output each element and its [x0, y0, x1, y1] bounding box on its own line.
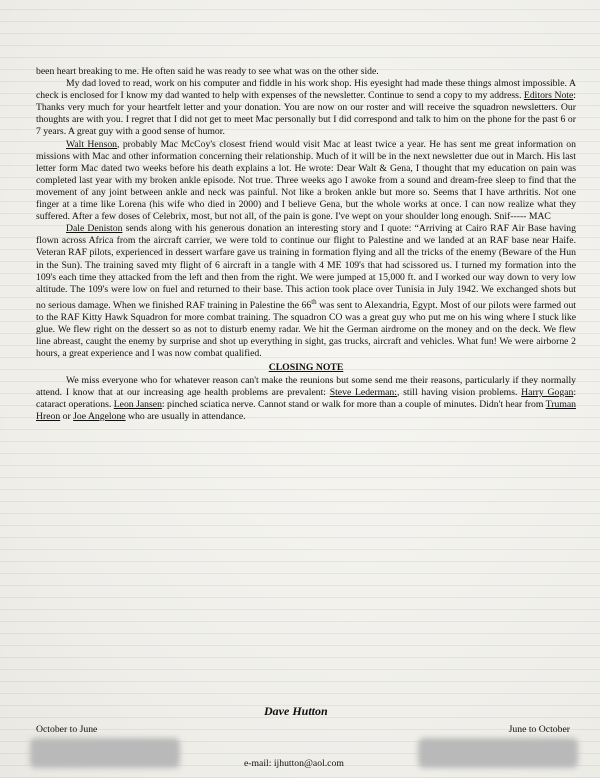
paragraph-4-text-b: was sent to Alexandria, Egypt. Most of our pilots were farmed out to the RAF Kitty Hawk Squadron for more combat training. The squadron CO was a great guy who put me on his wing where I stuck like glue. We flew right on the dessert so as not to disturb enemy radar. We hit the German airdrome on the money and on the deck. We flew line abreast, caught the enemy by surprise and shot up everything in sight, gas trucks, aircraft and vehicles. What fun! We were airborne 2 hours, a great experience and I was now combat qualified. [36, 300, 576, 360]
paragraph-3-text: , probably Mac McCoy's closest friend would visit Mac at least twice a year. He has sent me great information on missions with Mac and other information concerning their relationship. Much of it will be in the next newsletter due out in March. His last letter form Mac dated two weeks before his death explains a lot. He wrote: Dear Walt & Gena, I thought that my education on pain was completed last year with my broken ankle episode. Not true. Three weeks ago I awoke from a sound and dream-free sleep to find that the movement of any joint between ankle and neck was painful. Not like a broken ankle but more so. Seems that I have arthritis. Not one finger at a time like Lorena (his wife who died in 2000) and I believe Gena, but the whole works at once. I can now realize what they suffered. After a few doses of Celebrix, most, but not all, of the pain is gone. I've wept on your shoulder long enough. Snif----- MAC [36, 138, 576, 223]
paragraph-4-text: sends along with his generous donation an interesting story and I quote: “Arriving at Cairo RAF Air Base having flown across Africa from the aircraft carrier, we were told to continue our flight to Palestine and we landed at an RAF base near Haife. Veteran RAF pilots, experienced in dessert warfare gave us training in formation flying and all the tricks of the enemy (Beware of the Hun in the Sun). The training saved mty flight of 6 aircraft in a tangle with 4 ME 109's that had scissored us. I turned my formation into the 109's each time they attacked from the left and then from the right. We were jumped at 15,000 ft. and I worked our way down to very low altitude. The 109's were low on fuel and returned to their base. This action took place over Tunisia in July 1942. We exchanged shots but no serious damage. When we finished RAF training in Palestine the 66 [36, 223, 576, 312]
email-line: e-mail: ijhutton@aol.com [244, 758, 344, 769]
editors-note-label: Editors Note [523, 90, 574, 102]
closing-note-paragraph [36, 375, 576, 423]
redacted-right-address [418, 738, 578, 768]
walt-henson-name: Walt Henson [66, 138, 118, 150]
paragraph-2-text-b: : Thanks very much for your heartfelt letter and your donation. You are now on our roster and will receive the squadron newsletters. Our thoughts are with you. I regret that I did not get to meet Mac personally but I did correspond and talk to him on the phone for the past 6 or 7 years. A great guy with a good sense of humor. [36, 90, 576, 138]
paragraph-1: been heart breaking to me. He often said he was ready to see what was on the other side. [36, 66, 379, 77]
left-address-label: October to June [36, 724, 98, 735]
dale-deniston-name: Dale Deniston [66, 223, 123, 235]
closing-text-6: who are usually in attendance. [125, 410, 246, 422]
paragraph-3 [36, 139, 576, 224]
leon-jansen-name: Leon Jansen [113, 398, 162, 410]
paragraph-4 [36, 223, 576, 360]
harry-gogan-name: Harry Gogan [521, 386, 574, 398]
letter-body [36, 66, 576, 423]
closing-note-heading: CLOSING NOTE [268, 362, 344, 374]
closing-text-5: or [60, 410, 74, 422]
joe-angelone-name: Joe Angelone [73, 410, 126, 422]
closing-text-4: : pinched sciatica nerve. Cannot stand or walk for more than a couple of minutes. Didn't hear from [161, 398, 546, 410]
signature-block [36, 706, 576, 736]
truman-hreon-name: Truman Hreon [36, 398, 576, 422]
closing-text-1: We miss everyone who for whatever reason can't make the reunions but some send me their reasons, particularly if they normally attend. I know that at our increasing age health problems are prevalent: [36, 374, 576, 398]
steve-lederman-name: Steve Lederman: [329, 386, 397, 398]
paragraph-2-text: My dad loved to read, work on his computer and fiddle in his work shop. His eyesight had made these things almost impossible. A check is enclosed for I know my dad wanted to help with expenses of the newsletter. Continue to send a copy to my address. [36, 78, 576, 102]
ordinal-superscript: th [311, 297, 317, 306]
closing-text-2: , still having vision problems. [396, 386, 522, 398]
closing-text-3: : cataract operations. [36, 386, 577, 410]
redacted-left-address [30, 738, 180, 768]
paragraph-2 [36, 78, 576, 138]
right-address-label: June to October [508, 724, 570, 735]
signature: Dave Hutton [264, 704, 328, 718]
